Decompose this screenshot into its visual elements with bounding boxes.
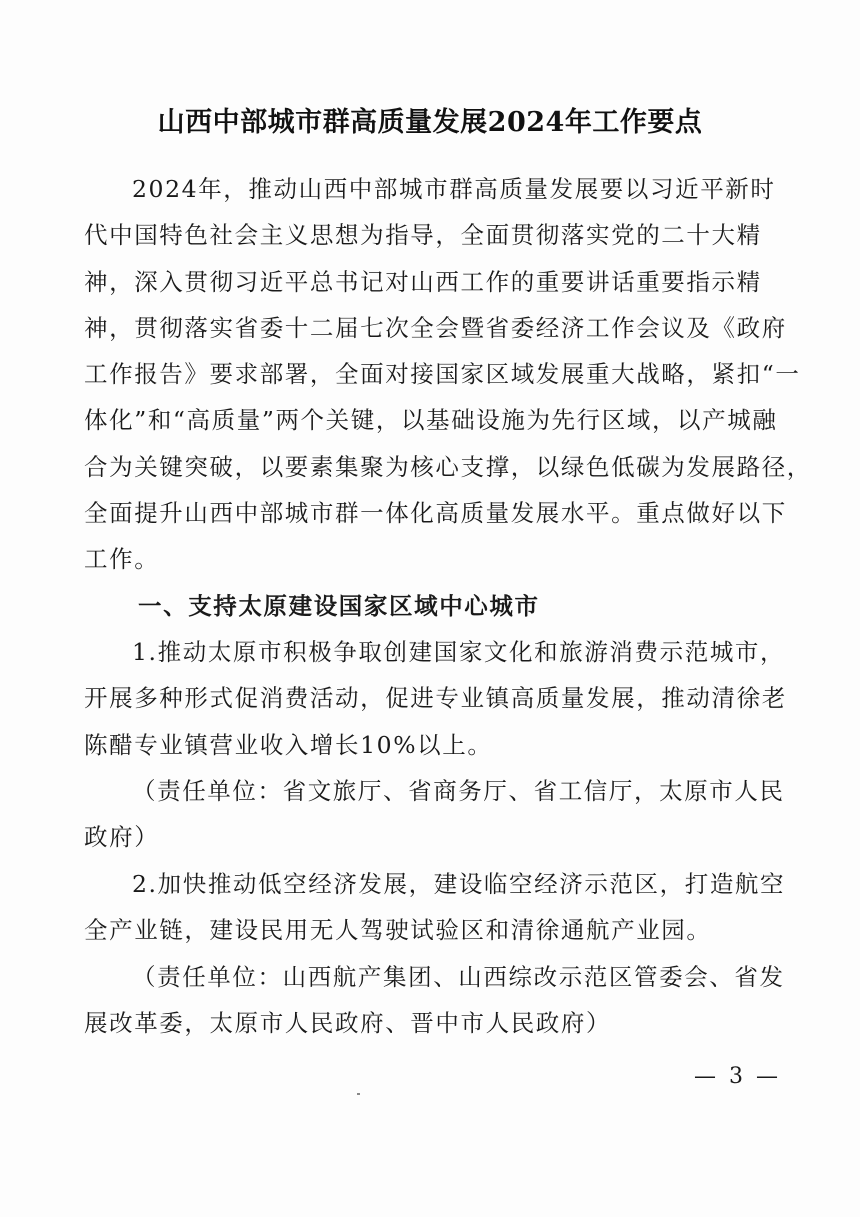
- responsible-line: （责任单位：山西航产集团、山西综改示范区管委会、省发: [132, 963, 785, 991]
- intro-line: 2024年，推动山西中部城市群高质量发展要以习近平新时: [132, 175, 776, 203]
- work-item-1: [84, 629, 787, 768]
- intro-line: 神，深入贯彻习近平总书记对山西工作的重要讲话重要指示精: [84, 267, 762, 296]
- intro-line: 合为关键突破，以要素集聚为核心支撑，以绿色低碳为发展路径，: [84, 452, 812, 481]
- scan-speck: [357, 1093, 360, 1095]
- intro-line: 体化”和“高质量”两个关键，以基础设施为先行区域，以产城融: [84, 406, 778, 435]
- page-number: — 3 —: [694, 1064, 781, 1089]
- intro-line: 工作。: [84, 545, 160, 574]
- intro-line: 工作报告》要求部署，全面对接国家区域发展重大战略，紧扣“一: [84, 360, 801, 389]
- item-line: 全产业链，建设民用无人驾驶试验区和清徐通航产业园。: [84, 916, 712, 945]
- responsible-line: （责任单位：省文旅厅、省商务厅、省工信厅，太原市人民: [132, 777, 785, 805]
- responsible-units-1: [84, 768, 785, 861]
- intro-line: 神，贯彻落实省委十二届七次全会暨省委经济工作会议及《政府: [84, 313, 787, 342]
- work-item-2: [84, 861, 786, 954]
- item-line: 陈醋专业镇营业收入增长10%以上。: [84, 730, 493, 759]
- intro-line: 全面提升山西中部城市群一体化高质量发展水平。重点做好以下: [84, 499, 787, 528]
- section-heading: 一、支持太原建设国家区域中心城市: [138, 592, 540, 620]
- responsible-units-2: [84, 954, 785, 1047]
- document-title: 山西中部城市群高质量发展2024年工作要点: [157, 107, 703, 138]
- responsible-line: 展改革委，太原市人民政府、晋中市人民政府）: [84, 1009, 612, 1038]
- responsible-line: 政府）: [84, 823, 160, 852]
- intro-paragraph: [84, 166, 812, 583]
- item-line: 开展多种形式促消费活动，促进专业镇高质量发展，推动清徐老: [84, 684, 787, 713]
- intro-line: 代中国特色社会主义思想为指导，全面贯彻落实党的二十大精: [84, 221, 762, 250]
- item-line: 1.推动太原市积极争取创建国家文化和旅游消费示范城市，: [132, 638, 786, 666]
- item-line: 2.加快推动低空经济发展，建设临空经济示范区，打造航空: [132, 870, 786, 898]
